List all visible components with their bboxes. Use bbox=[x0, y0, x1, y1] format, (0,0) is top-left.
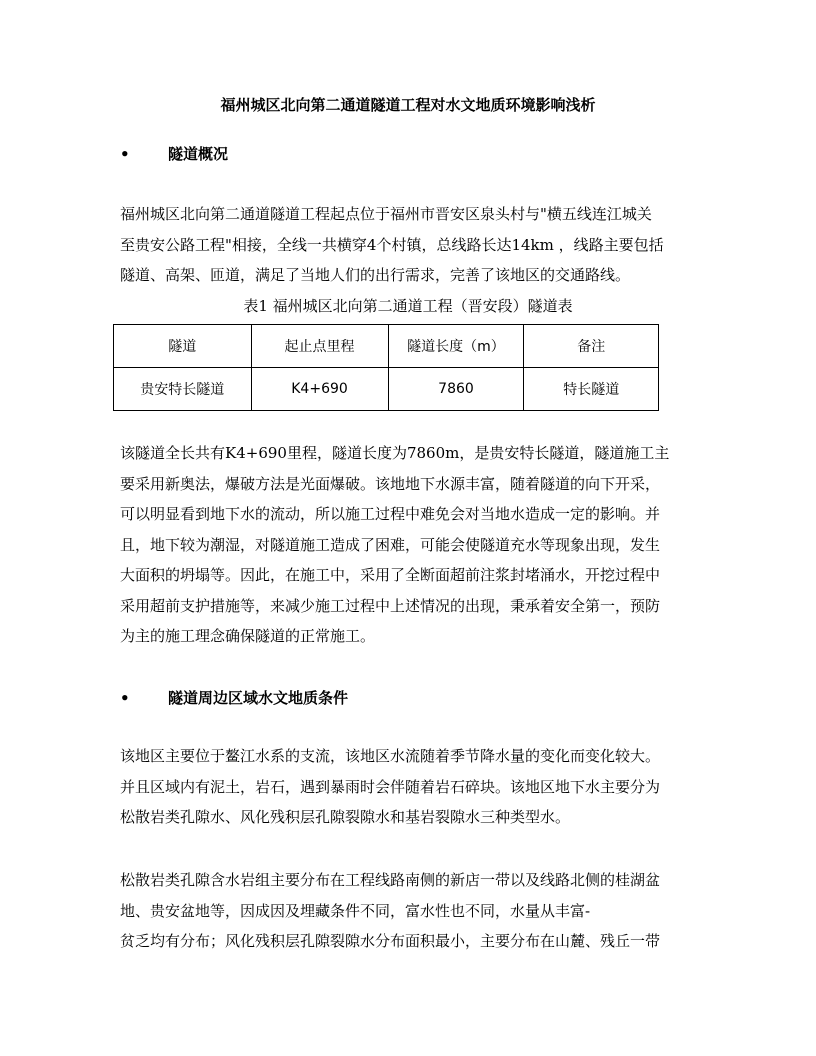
text-line: 大面积的坍塌等。因此，在施工中，采用了全断面超前注浆封堵涌水，开挖过程中 bbox=[120, 566, 661, 584]
text-line: 松散岩类孔隙水、风化残积层孔隙裂隙水和基岩裂隙水三种类型水。 bbox=[120, 808, 571, 826]
paragraph-hydrogeology-intro bbox=[120, 741, 698, 833]
tunnel-table bbox=[113, 324, 659, 411]
text-line: 地、贵安盆地等，因成因及埋藏条件不同，富水性也不同，水量从丰富- bbox=[120, 901, 591, 920]
paragraph-overview-intro bbox=[120, 199, 698, 291]
text-line: 福州城区北向第二通道隧道工程起点位于福州市晋安区泉头村与"横五线连江城关 bbox=[120, 205, 652, 223]
bullet-icon: • bbox=[120, 689, 130, 707]
text-line: 松散岩类孔隙含水岩组主要分布在工程线路南侧的新店一带以及线路北侧的桂湖盆 bbox=[120, 871, 661, 889]
text-line: 且，地下较为潮湿，对隧道施工造成了困难，可能会使隧道充水等现象出现，发生 bbox=[120, 535, 661, 554]
text-line: 隧道、高架、匝道，满足了当地人们的出行需求，完善了该地区的交通路线。 bbox=[120, 266, 631, 284]
table-header-cell: 备注 bbox=[524, 325, 659, 368]
text-line: 采用超前支护措施等，来减少施工过程中上述情况的出现，秉承着安全第一，预防 bbox=[120, 596, 661, 615]
table-cell: K4+690 bbox=[251, 368, 388, 411]
table-header-cell: 隧道 bbox=[114, 325, 252, 368]
table-cell: 特长隧道 bbox=[524, 368, 659, 411]
table-row bbox=[114, 368, 659, 411]
section-heading-text: 隧道概况 bbox=[168, 145, 229, 163]
text-line: 要采用新奥法，爆破方法是光面爆破。该地地下水源丰富，随着隧道的向下开采， bbox=[120, 474, 661, 493]
text-line: 可以明显看到地下水的流动，所以施工过程中难免会对当地水造成一定的影响。并 bbox=[120, 505, 661, 523]
table-cell: 7860 bbox=[388, 368, 524, 411]
bullet-icon: • bbox=[120, 145, 130, 163]
text-line: 至贵安公路工程"相接，全线一共横穿4个村镇，总线路长达14km ，线路主要包括 bbox=[120, 235, 664, 254]
section-heading-text: 隧道周边区域水文地质条件 bbox=[168, 689, 349, 707]
text-line: 该地区主要位于鳌江水系的支流，该地区水流随着季节降水量的变化而变化较大。 bbox=[120, 747, 661, 765]
table-header-cell: 起止点里程 bbox=[251, 325, 388, 368]
text-line: 为主的施工理念确保隧道的正常施工。 bbox=[120, 627, 376, 645]
document-title: 福州城区北向第二通道隧道工程对水文地质环境影响浅析 bbox=[220, 96, 596, 114]
table-cell: 贵安特长隧道 bbox=[114, 368, 252, 411]
text-line: 并且区域内有泥土，岩石，遇到暴雨时会伴随着岩石碎块。该地区地下水主要分为 bbox=[120, 777, 661, 796]
table-caption: 表1 福州城区北向第二通道工程（晋安段）隧道表 bbox=[243, 297, 573, 315]
text-line: 该隧道全长共有K4+690里程，隧道长度为7860m，是贵安特长隧道，隧道施工主 bbox=[120, 444, 670, 462]
paragraph-hydrogeology-details bbox=[120, 865, 698, 957]
table-header-row bbox=[114, 325, 659, 368]
paragraph-overview-details bbox=[120, 438, 698, 652]
table-header-cell: 隧道长度（m） bbox=[388, 325, 524, 368]
text-line: 贫乏均有分布；风化残积层孔隙裂隙水分布面积最小，主要分布在山麓、残丘一带 bbox=[120, 932, 661, 950]
